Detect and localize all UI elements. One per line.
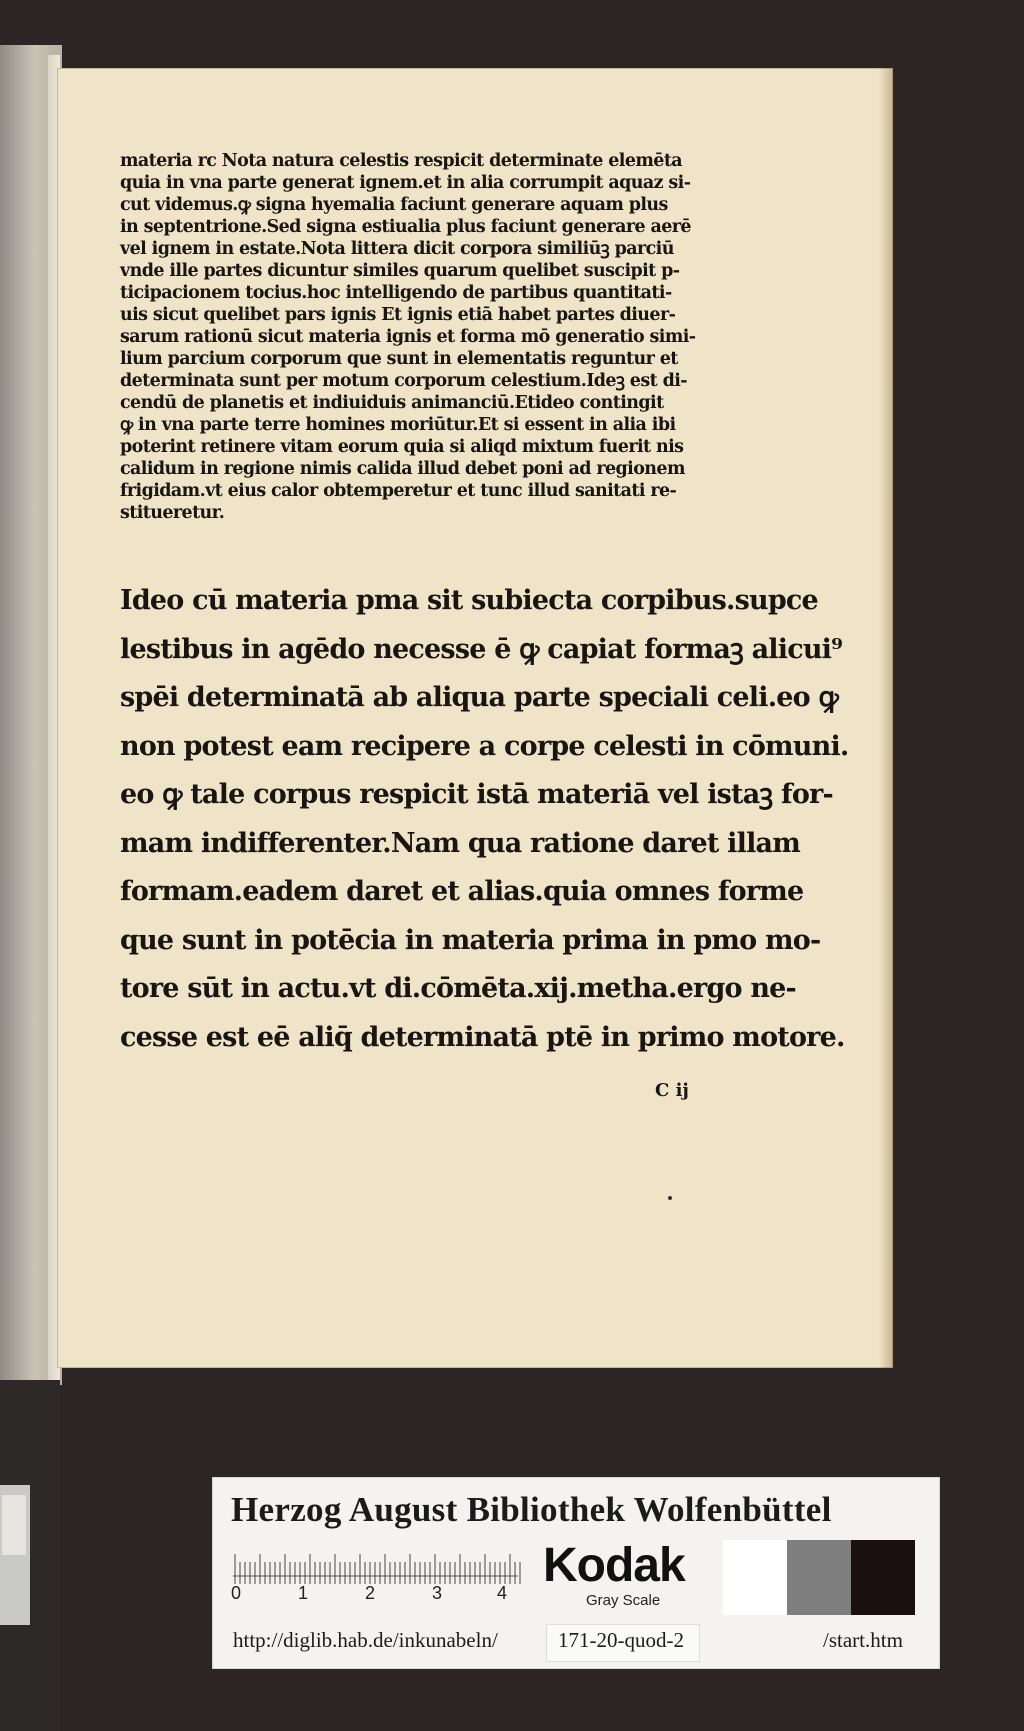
ruler-scale [233,1546,533,1606]
ruler-number: 2 [365,1583,376,1603]
main-text-line: non potest eam recipere a corpe celesti in cōmuni. [120,730,849,762]
commentary-line: ꝙ in vna parte terre homines moriūtur.Et si essent in alia ibi [120,415,676,435]
ruler-number: 1 [298,1583,309,1603]
main-text-line: formam.eadem daret et alias.quia omnes forme [120,876,804,907]
swatch-gray [787,1540,851,1615]
commentary-line: poterint retinere vitam eorum quia si aliqd mixtum fuerit nis [120,437,684,457]
commentary-line: frigidam.vt eius calor obtemperetur et tunc illud sanitati re- [120,481,677,501]
commentary-text-block [120,150,720,524]
library-title: Herzog August Bibliothek Wolfenbüttel [231,1490,832,1529]
main-text-line: spēi determinatā ab aliqua parte speciali celi.eo ꝙ [120,682,838,713]
shelfmark: 171-20-quod-2 [558,1628,684,1652]
commentary-line: vel ignem in estate.Nota littera dicit corpora similiūꝫ parciū [120,239,674,259]
ink-speck [668,1196,672,1200]
color-target-card [212,1477,940,1669]
main-text-block [120,577,849,1062]
ruler-number: 0 [231,1583,242,1603]
swatch-white [723,1540,787,1615]
main-text-line: eo ꝙ tale corpus respicit istā materiā vel istaꝫ for- [120,779,833,810]
commentary-line: ticipacionem tocius.hoc intelligendo de partibus quantitati- [120,283,672,303]
commentary-line: cendū de planetis et indiuiduis animanciū.Etideo contingit [120,393,664,413]
url-prefix: http://diglib.hab.de/inkunabeln/ [233,1628,498,1652]
url-suffix: /start.htm [823,1628,903,1652]
commentary-line: in septentrione.Sed signa estiualia plus faciunt generare aerē [120,217,691,237]
commentary-line: vnde ille partes dicuntur similes quarum quelibet suscipit p- [120,261,680,281]
main-text-line: mam indifferenter.Nam qua ratione daret illam [120,827,800,859]
commentary-line: quia in vna parte generat ignem.et in alia corrumpit aquaz si- [120,173,691,193]
commentary-line: determinata sunt per motum corporum celestium.Ideꝫ est di- [120,371,687,391]
library-sticker [0,1485,30,1625]
main-text-line: lestibus in agēdo necesse ē ꝙ capiat formaꝫ alicui⁹ [120,633,843,665]
commentary-line: lium parcium corporum que sunt in elementatis reguntur et [120,349,678,369]
main-text-line: tore sūt in actu.vt di.cōmēta.xij.metha.ergo ne- [120,973,796,1004]
swatch-black [851,1540,915,1615]
commentary-line: cut videmus.ꝙ signa hyemalia faciunt generare aquam plus [120,195,668,215]
commentary-line: materia rc Nota natura celestis respicit determinate elemēta [120,151,683,171]
commentary-line: uis sicut quelibet pars ignis Et ignis etiā habet partes diuer- [120,305,676,325]
signature-mark: C ij [655,1080,689,1101]
main-text-line: que sunt in potēcia in materia prima in pmo mo- [120,924,821,956]
kodak-logo: Kodak [543,1539,685,1592]
ruler-number: 3 [432,1583,443,1603]
ruler-number: 4 [497,1583,508,1603]
commentary-line: sarum rationū sicut materia ignis et forma mō generatio simi- [120,327,696,347]
commentary-line: calidum in regione nimis calida illud debet poni ad regionem [120,459,685,479]
sticker-label [2,1495,26,1555]
gray-scale-label: Gray Scale [586,1592,661,1609]
main-text-line: Ideo cū materia pma sit subiecta corpibus.supce [120,585,818,616]
commentary-line: stitueretur. [120,503,225,523]
main-text-line: cesse est eē aliq̄ determinatā ptē in primo motore. [120,1021,845,1053]
